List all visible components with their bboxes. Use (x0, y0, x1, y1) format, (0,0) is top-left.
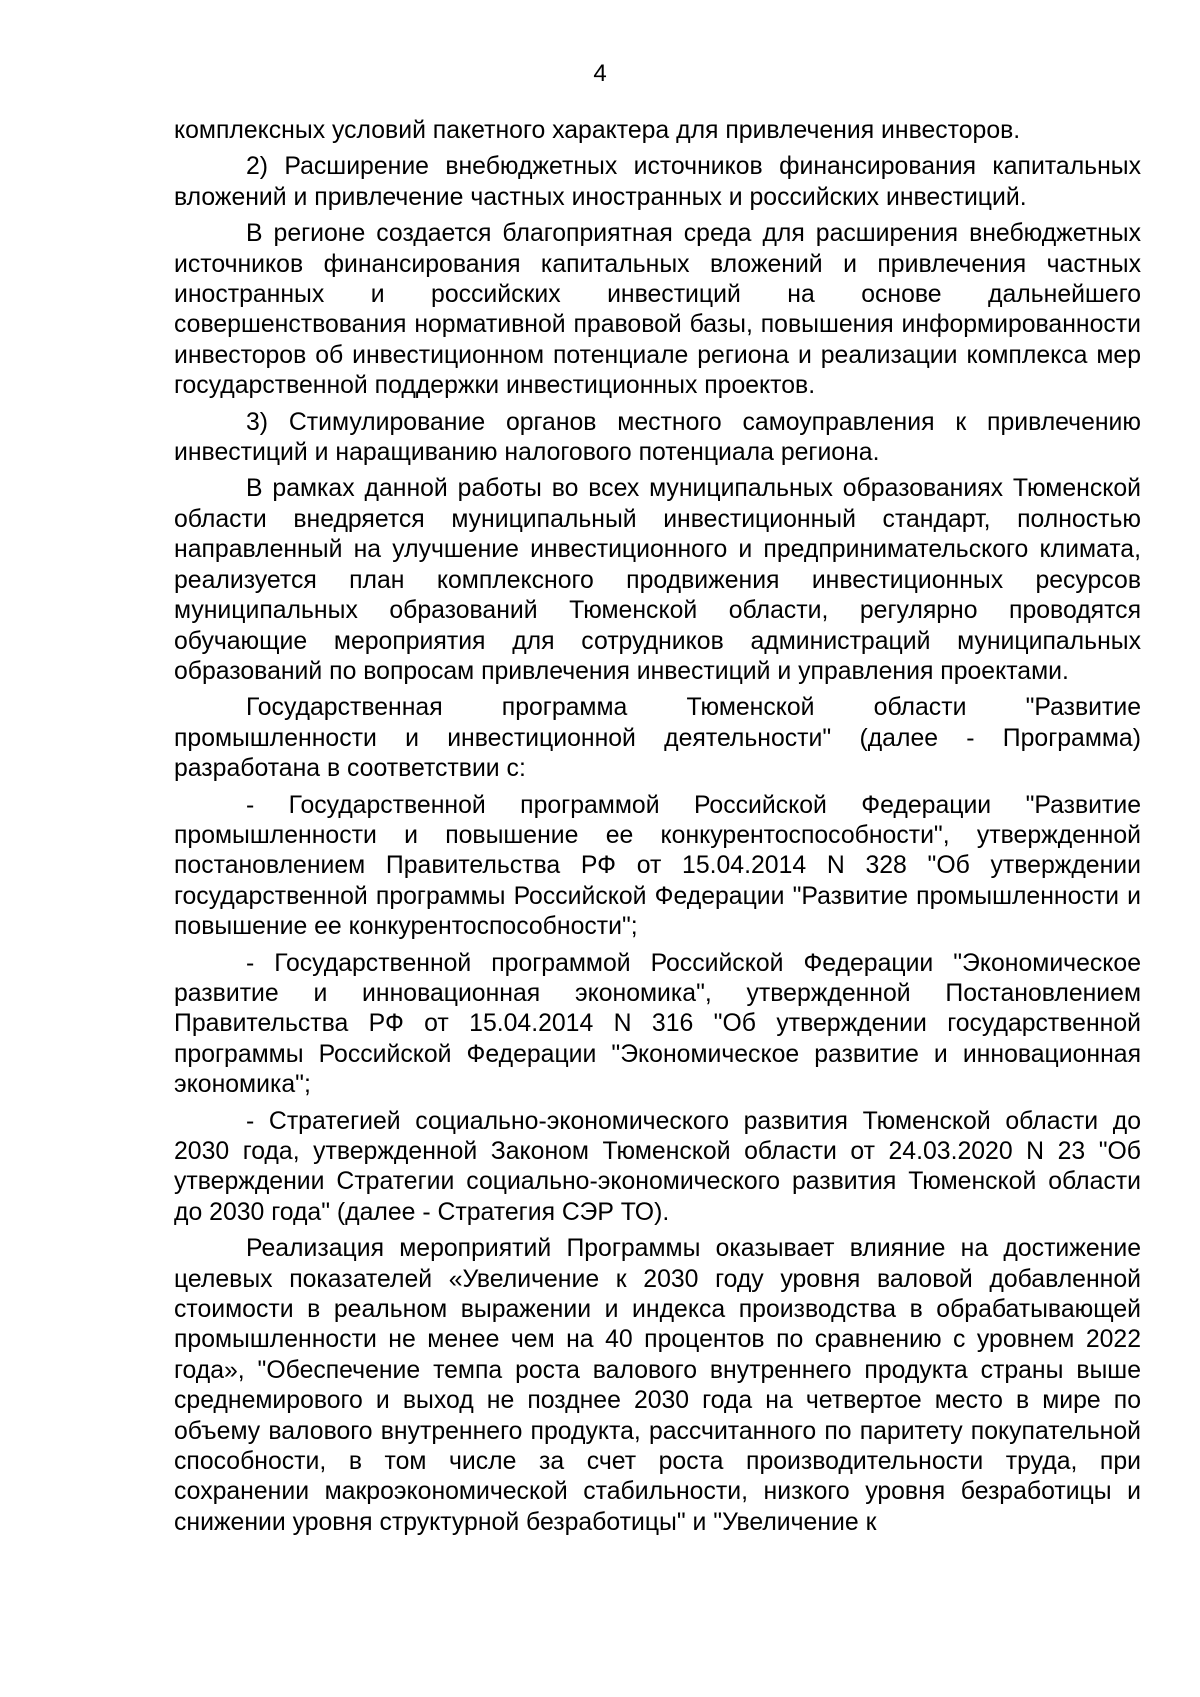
paragraph-program-impact: Реализация мероприятий Программы оказывает влияние на достижение целевых показателей «Увеличение к 2030 году уровня валовой добавленной стоимости в реальном выражении и индекса производства в обрабатывающей промышленности не менее чем на 40 процентов по сравнению с уровнем 2022 года», "Обеспечение темпа роста валового внутреннего продукта страны выше среднемирового и выход не позднее 2030 года на четвертое место в мире по объему валового внутреннего продукта, рассчитанного по паритету покупательной способности, в том числе за счет роста производительности труда, при сохранении макроэкономической стабильности, низкого уровня безработицы и снижении уровня структурной безработицы" и "Увеличение к (174, 1235, 1141, 1536)
document-body (174, 116, 1141, 1544)
list-item-economy-program: - Государственной программой Российской Федерации "Экономическое развитие и инновационная экономика", утвержденной Постановлением Правительства РФ от 15.04.2014 N 316 "Об утверждении государственной программы Российской Федерации "Экономическое развитие и инновационная экономика"; (174, 949, 1141, 1099)
paragraph-continuation: комплексных условий пакетного характера для привлечения инвесторов. (174, 117, 1021, 144)
list-item-strategy: - Стратегией социально-экономического развития Тюменской области до 2030 года, утвержденной Законом Тюменской области от 24.03.2020 N 23 "Об утверждении Стратегии социально-экономического развития Тюменской области до 2030 года" (далее - Стратегия СЭР ТО). (174, 1107, 1141, 1226)
list-item-industry-program: - Государственной программой Российской Федерации "Развитие промышленности и повышение ее конкурентоспособности", утвержденной постановлением Правительства РФ от 15.04.2014 N 328 "Об утверждении государственной программы Российской Федерации "Развитие промышленности и повышение ее конкурентоспособности"; (174, 791, 1141, 941)
paragraph-item-2-body: В регионе создается благоприятная среда для расширения внебюджетных источников финансирования капитальных вложений и привлечения частных иностранных и российских инвестиций на основе дальнейшего совершенствования нормативной правовой базы, повышения информированности инвесторов об инвестиционном потенциале региона и реализации комплекса мер государственной поддержки инвестиционных проектов. (174, 220, 1141, 400)
page-number: 4 (593, 60, 607, 87)
paragraph-item-3-body: В рамках данной работы во всех муниципальных образованиях Тюменской области внедряется муниципальный инвестиционный стандарт, полностью направленный на улучшение инвестиционного и предпринимательского климата, реализуется план комплексного продвижения инвестиционных ресурсов муниципальных образований Тюменской области, регулярно проводятся обучающие мероприятия для сотрудников администраций муниципальных образований по вопросам привлечения инвестиций и управления проектами. (174, 475, 1141, 685)
paragraph-item-3-heading: 3) Стимулирование органов местного самоуправления к привлечению инвестиций и наращиванию налогового потенциала региона. (174, 408, 1141, 467)
paragraph-item-2-heading: 2) Расширение внебюджетных источников финансирования капитальных вложений и привлечение частных иностранных и российских инвестиций. (174, 153, 1141, 211)
paragraph-program-basis: Государственная программа Тюменской области "Развитие промышленности и инвестиционной деятельности" (далее - Программа) разработана в соответствии с: (174, 694, 1141, 783)
